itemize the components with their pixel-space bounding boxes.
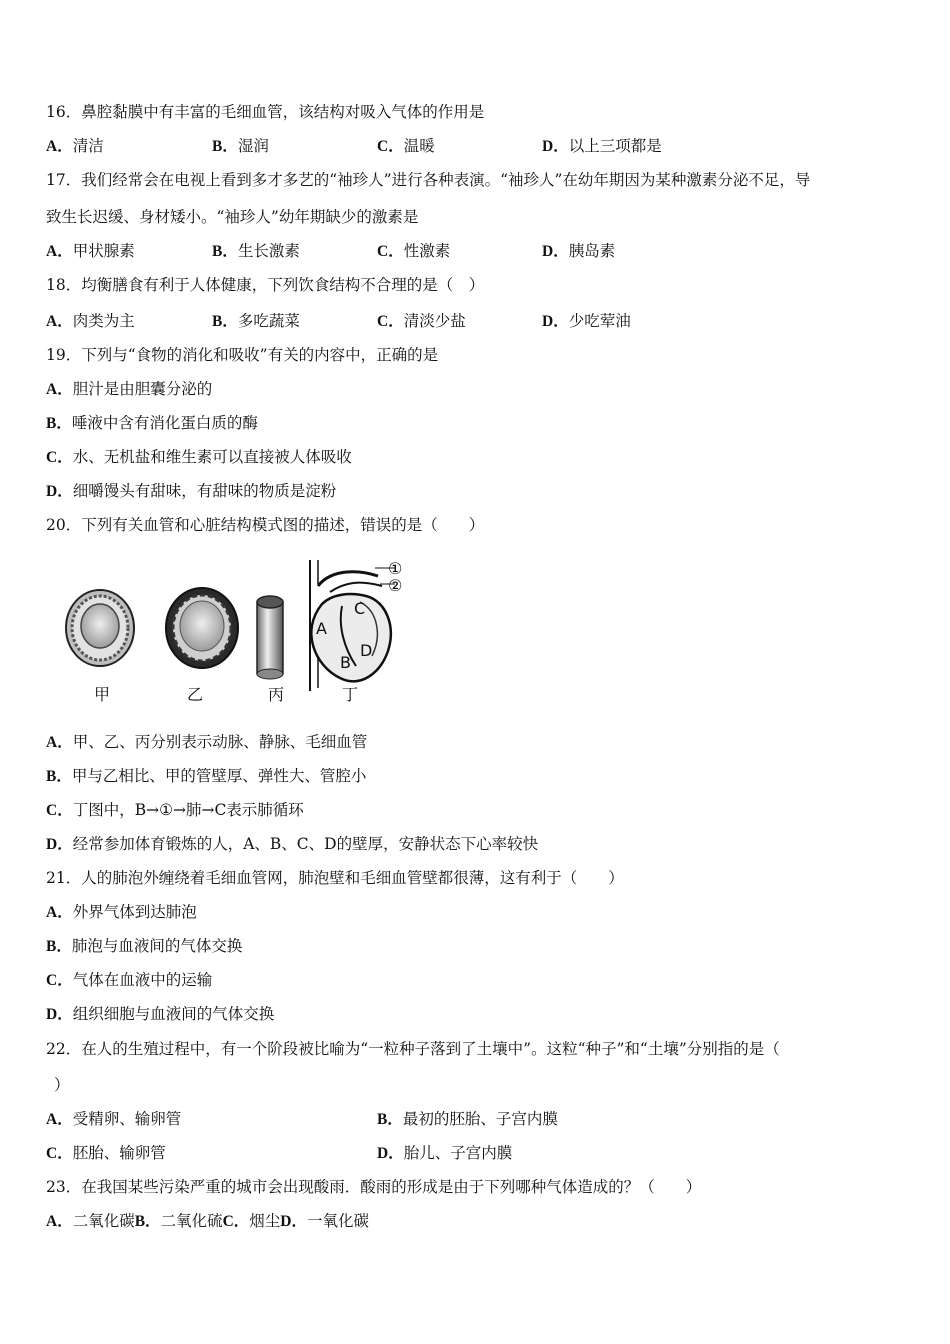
q19-option-b: B．唾液中含有消化蛋白质的酶 [46,414,258,432]
q16-option-d: D．以上三项都是 [542,137,662,155]
q22-option-c: C．胚胎、输卵管 [46,1144,166,1162]
q21-option-c: C．气体在血液中的运输 [46,971,213,989]
q20-option-a: A．甲、乙、丙分别表示动脉、静脉、毛细血管 [46,733,368,751]
q21-option-a: A．外界气体到达肺泡 [46,903,197,921]
q18-option-d: D．少吃荤油 [542,312,631,330]
heart-label-c: C [354,599,366,618]
q18-option-b: B．多吃蔬菜 [212,312,300,330]
q22-option-b: B．最初的胚胎、子宫内膜 [377,1110,558,1128]
heart-label-b: B [340,653,351,672]
q19-option-d: D．细嚼馒头有甜味，有甜味的物质是淀粉 [46,482,337,500]
q23-stem: 23．在我国某些污染严重的城市会出现酸雨．酸雨的形成是由于下列哪种气体造成的？（ ） [46,1178,702,1196]
q17-option-b: B．生长激素 [212,242,300,260]
q20-option-c: C．丁图中，B→①→肺→C表示肺循环 [46,801,304,819]
q21-option-d: D．组织细胞与血液间的气体交换 [46,1005,275,1023]
heart-label-a: A [316,619,327,638]
q16-option-b: B．湿润 [212,137,269,155]
q16-option-a: A．清洁 [46,137,104,155]
q17-stem-line1: 17．我们经常会在电视上看到多才多艺的“袖珍人”进行各种表演。“袖珍人”在幼年期因为某种激素分泌不足，导 [46,171,811,189]
heart-label-d: D [360,641,373,660]
vessel-heart-figure [60,556,420,706]
label-bing: 丙 [267,685,285,704]
q17-option-d: D．胰岛素 [542,242,616,260]
q23-options: A．二氧化碳B．二氧化硫C．烟尘D．一氧化碳 [46,1212,370,1230]
q22-stem-line2: ） [54,1076,70,1094]
label-ding: 丁 [341,685,359,704]
q18-option-c: C．清淡少盐 [377,312,466,330]
q22-option-a: A．受精卵、输卵管 [46,1110,182,1128]
q20-stem: 20．下列有关血管和心脏结构模式图的描述，错误的是（ ） [46,516,485,534]
q17-option-a: A．甲状腺素 [46,242,135,260]
q19-option-a: A．胆汁是由胆囊分泌的 [46,380,213,398]
q22-option-d: D．胎儿、子宫内膜 [377,1144,513,1162]
q19-option-c: C．水、无机盐和维生素可以直接被人体吸收 [46,448,352,466]
q16-stem: 16．鼻腔黏膜中有丰富的毛细血管，该结构对吸入气体的作用是 [46,103,485,121]
q18-stem: 18．均衡膳食有利于人体健康，下列饮食结构不合理的是（ ） [46,276,485,294]
heart-label-1: ① [388,559,403,578]
q18-option-a: A．肉类为主 [46,312,135,330]
label-yi: 乙 [186,685,204,704]
q20-option-b: B．甲与乙相比、甲的管壁厚、弹性大、管腔小 [46,767,367,785]
q21-option-b: B．肺泡与血液间的气体交换 [46,937,243,955]
q17-option-c: C．性激素 [377,242,451,260]
heart-label-2: ② [388,576,403,595]
capillary-diagram [257,596,283,679]
q20-option-d: D．经常参加体育锻炼的人，A、B、C、D的壁厚，安静状态下心率较快 [46,835,539,853]
label-jia: 甲 [93,685,111,704]
artery-diagram [66,590,134,666]
q21-stem: 21．人的肺泡外缠绕着毛细血管网，肺泡壁和毛细血管壁都很薄，这有利于（ ） [46,869,624,887]
vein-diagram [166,588,238,668]
q19-stem: 19．下列与“食物的消化和吸收”有关的内容中，正确的是 [46,346,439,364]
q22-stem-line1: 22．在人的生殖过程中，有一个阶段被比喻为“一粒种子落到了土壤中”。这粒“种子”和“土壤”分别指的是（ [46,1040,780,1058]
q16-option-c: C．温暖 [377,137,435,155]
q17-stem-line2: 致生长迟缓、身材矮小。“袖珍人”幼年期缺少的激素是 [46,208,419,226]
heart-diagram [304,559,410,692]
